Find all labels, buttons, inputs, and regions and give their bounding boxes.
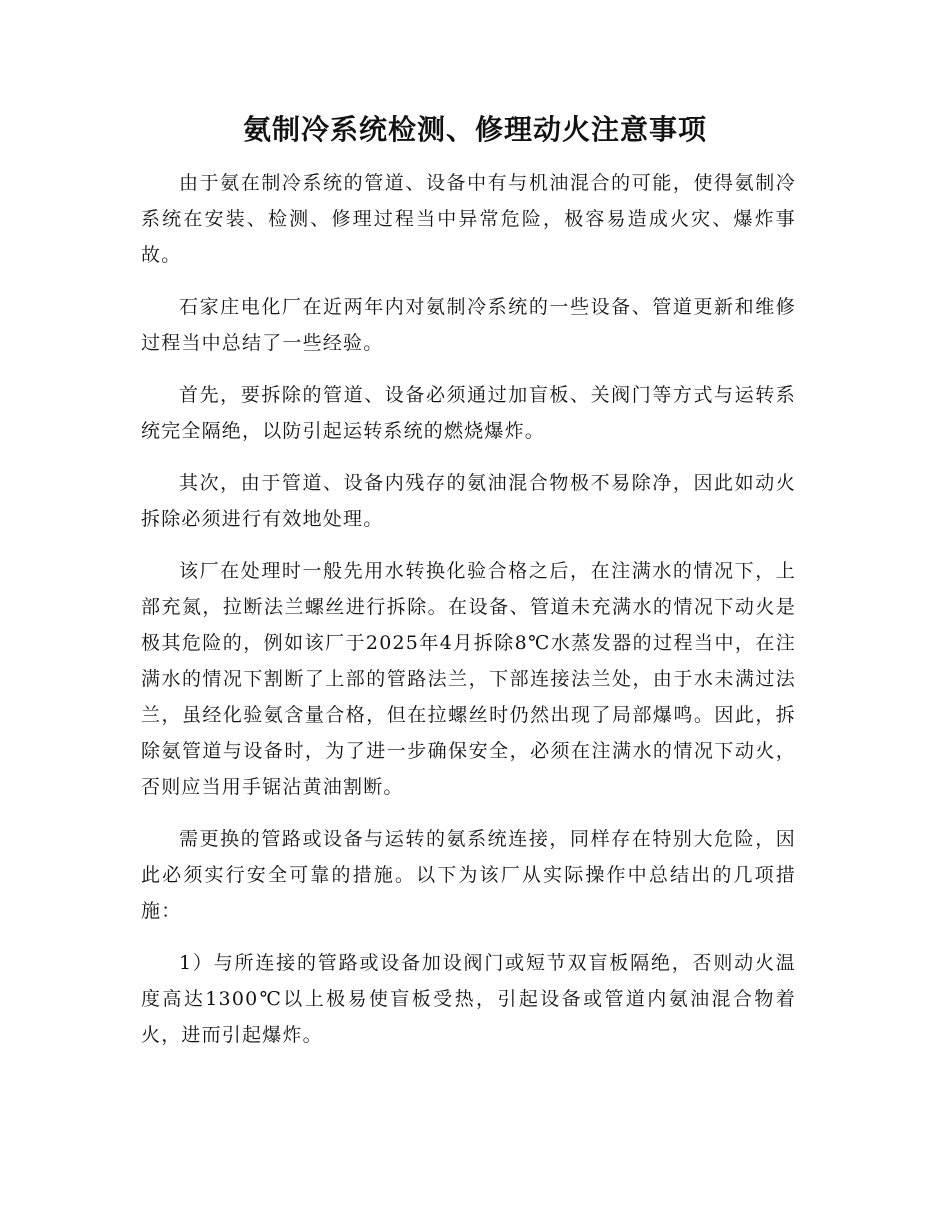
- document-body: [141, 165, 796, 1069]
- paragraph-intro: 由于氨在制冷系统的管道、设备中有与机油混合的可能，使得氨制冷系统在安装、检测、修理过程当中异常危险，极容易造成火灾、爆炸事故。: [141, 172, 796, 266]
- paragraph-first: 首先，要拆除的管道、设备必须通过加盲板、关阀门等方式与运转系统完全隔绝，以防引起运转系统的燃烧爆炸。: [141, 384, 796, 442]
- document-title: 氨制冷系统检测、修理动火注意事项: [242, 113, 707, 146]
- paragraph-experience: 石家庄电化厂在近两年内对氨制冷系统的一些设备、管道更新和维修过程当中总结了一些经验。: [141, 296, 796, 354]
- paragraph-second: 其次，由于管道、设备内残存的氨油混合物极不易除净，因此如动火拆除必须进行有效地处理。: [141, 472, 796, 530]
- paragraph-procedure: 该厂在处理时一般先用水转换化验合格之后，在注满水的情况下，上部充氮，拉断法兰螺丝进行拆除。在设备、管道未充满水的情况下动火是极其危险的，例如该厂于2025年4月拆除8℃水蒸发器的过程当中，在注满水的情况下割断了上部的管路法兰，下部连接法兰处，由于水未满过法兰，虽经化验氨含量合格，但在拉螺丝时仍然出现了局部爆鸣。因此，拆除氨管道与设备时，为了进一步确保安全，必须在注满水的情况下动火，否则应当用手锯沾黄油割断。: [141, 560, 796, 798]
- paragraph-measure-1: 1）与所连接的管路或设备加设阀门或短节双盲板隔绝，否则动火温度高达1300℃以上极易使盲板受热，引起设备或管道内氨油混合物着火，进而引起爆炸。: [141, 952, 796, 1046]
- paragraph-replacement: 需更换的管路或设备与运转的氨系统连接，同样存在特别大危险，因此必须实行安全可靠的措施。以下为该厂从实际操作中总结出的几项措施：: [141, 828, 796, 922]
